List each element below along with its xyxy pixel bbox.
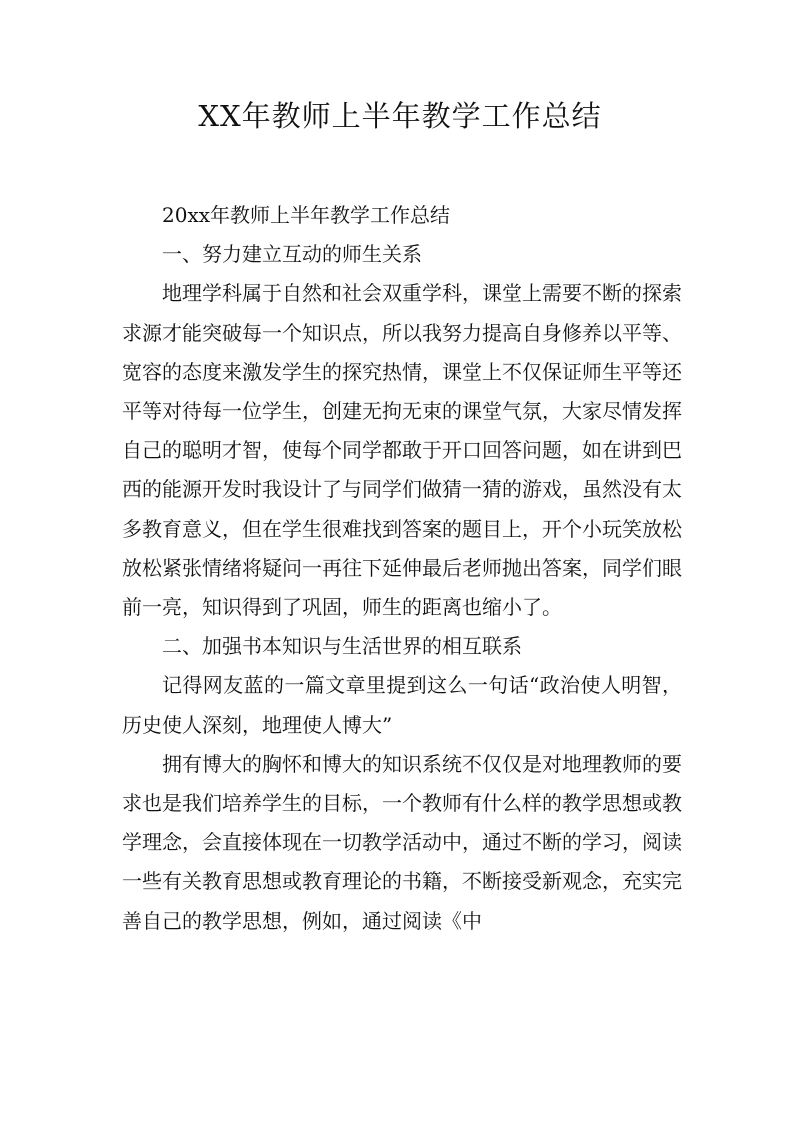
body-paragraph-2: 拥有博大的胸怀和博大的知识系统不仅仅是对地理教师的要求也是我们培养学生的目标，一个教师有什么样的教学思想或教学理念，会直接体现在一切教学活动中，通过不断的学习，阅读一些有关教育思想或教育理论的书籍，不断接受新观念，充实完善自己的教学思想，例如，通过阅读《中	[122, 751, 682, 933]
document-body	[122, 196, 682, 941]
section-heading-2: 二、加强书本知识与生活世界的相互联系	[162, 634, 522, 659]
subtitle-paragraph: 20xx年教师上半年教学工作总结	[162, 203, 451, 227]
document-title: XX年教师上半年教学工作总结	[198, 99, 602, 133]
body-paragraph-1: 地理学科属于自然和社会双重学科，课堂上需要不断的探索求源才能突破每一个知识点，所以我努力提高自身修养以平等、宽容的态度来激发学生的探究热情，课堂上不仅保证师生平等还平等对待每一位学生，创建无拘无束的课堂气氛，大家尽情发挥自己的聪明才智，使每个同学都敢于开口回答问题，如在讲到巴西的能源开发时我设计了与同学们做猜一猜的游戏，虽然没有太多教育意义，但在学生很难找到答案的题目上，开个小玩笑放松放松紧张情绪将疑问一再往下延伸最后老师抛出答案，同学们眼前一亮，知识得到了巩固，师生的距离也缩小了。	[122, 281, 682, 620]
quote-paragraph: 记得网友蓝的一篇文章里提到这么一句话“政治使人明智，历史使人深刻，地理使人博大”	[122, 673, 682, 737]
section-heading-1: 一、努力建立互动的师生关系	[162, 242, 422, 267]
